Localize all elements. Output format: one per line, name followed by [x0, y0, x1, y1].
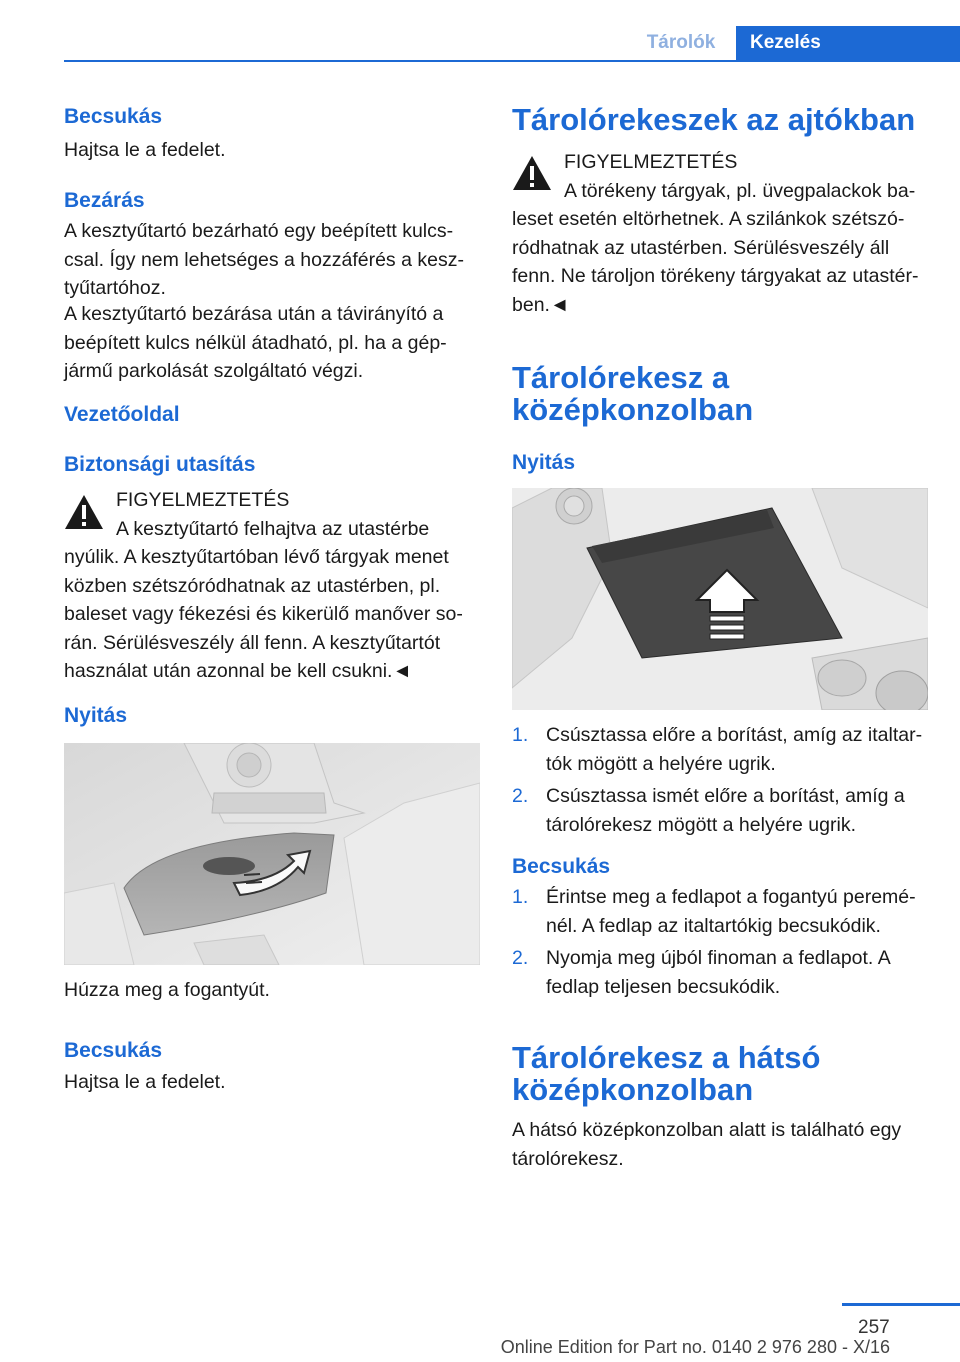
step-text: Nyomja meg újból finoman a fedlapot. A fedlap teljesen becsukódik. — [546, 947, 891, 998]
glovebox-illustration — [64, 743, 480, 965]
step-text: Csúsztassa ismét előre a borítást, amíg a tárolórekesz mögött a helyére ugrik. — [546, 785, 905, 836]
page-number: 257 — [858, 1317, 890, 1338]
step-number: 1. — [512, 724, 529, 746]
bezaras-paragraph-2: A kesztyűtartó bezárása után a távirányító a beépített kulcs nélkül átadható, pl. ha a gép- jármű parkolását szolgáltató végzi. — [64, 303, 447, 382]
bezaras-heading: Bezárás — [64, 189, 145, 212]
warning-label: FIGYELMEZTETÉS — [116, 489, 290, 511]
console-illustration — [512, 488, 928, 710]
image-caption: Húzza meg a fogantyút. — [64, 979, 270, 1001]
footer-rule — [842, 1303, 960, 1306]
step-number: 2. — [512, 785, 529, 807]
warning-triangle-icon — [64, 494, 104, 530]
becsukas-steps — [512, 883, 942, 1005]
step-text: Csúsztassa előre a borítást, amíg az italtar- tók mögött a helyére ugrik. — [546, 724, 923, 775]
step-number: 1. — [512, 886, 529, 908]
list-item — [512, 721, 942, 778]
biztonsagi-heading: Biztonsági utasítás — [64, 453, 256, 476]
nyitas-heading: Nyitás — [64, 704, 128, 727]
edition-footer: Online Edition for Part no. 0140 2 976 280 - X/16 — [500, 1337, 890, 1357]
hatso-heading: Tárolórekesz a hátsó középkonzolban — [512, 1040, 821, 1107]
nyitas-steps — [512, 721, 942, 843]
bezaras-paragraph-1: A kesztyűtartó bezárható egy beépített kulcs- csal. Így nem lehetséges a hozzáférés a kesz- tyűtartóhoz. — [64, 220, 464, 299]
warning-text-2-first-line: A törékeny tárgyak, pl. üvegpalackok ba- — [564, 180, 916, 202]
tab-kezeles[interactable]: Kezelés — [736, 26, 960, 60]
warning-triangle-icon — [512, 155, 552, 191]
becsukas-heading: Becsukás — [64, 105, 163, 128]
ajtokban-heading: Tárolórekeszek az ajtókban — [512, 102, 916, 137]
list-item — [512, 883, 942, 940]
becsukas-text: Hajtsa le a fedelet. — [64, 139, 226, 161]
step-text: Érintse meg a fedlapot a fogantyú peremé- nél. A fedlap az italtartókig becsukódik. — [546, 886, 916, 937]
tab-tarolok[interactable]: Tárolók — [646, 32, 716, 53]
warning-text: nyúlik. A kesztyűtartóban lévő tárgyak menet közben szétszóródhatnak az utastérben, pl. baleset vagy fékezési és kikerülő manőver so- rán. Sérülésveszély áll fenn. A kesztyűtartót használat után azonnal be kell csukni.◄ — [64, 546, 463, 682]
kozepkonzol-heading: Tárolórekesz a középkonzolban — [512, 360, 754, 427]
step-number: 2. — [512, 947, 529, 969]
becsukas-heading-3: Becsukás — [512, 855, 611, 878]
hatso-text: A hátsó középkonzolban alatt is található egy tárolórekesz. — [512, 1119, 902, 1170]
list-item — [512, 944, 942, 1001]
becsukas-text-2: Hajtsa le a fedelet. — [64, 1071, 226, 1093]
warning-text-first-line: A kesztyűtartó felhajtva az utastérbe — [116, 518, 430, 540]
warning-label-2: FIGYELMEZTETÉS — [564, 151, 738, 173]
header-rule — [64, 60, 960, 62]
vezetooldal-heading: Vezetőoldal — [64, 403, 180, 426]
warning-text-2: leset esetén eltörhetnek. A szilánkok szétszó- ródhatnak az utastérben. Sérülésveszély áll fenn. Ne tároljon törékeny tárgyakat az utastér- ben.◄ — [512, 208, 919, 316]
nyitas-heading-2: Nyitás — [512, 451, 576, 474]
becsukas-heading-2: Becsukás — [64, 1039, 163, 1062]
list-item — [512, 782, 942, 839]
